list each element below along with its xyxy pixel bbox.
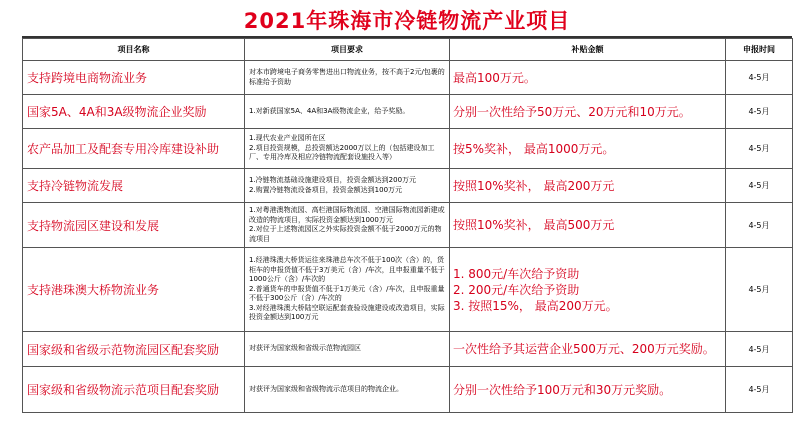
subsidy-cell xyxy=(450,367,726,413)
table-row xyxy=(23,332,793,367)
subsidy-line: 按5%奖补， 最高1000万元。 xyxy=(453,141,615,156)
requirement-line: 2.项目投资规模，总投资额达2000万以上的（包括建设加工厂、专用冷库及相应冷链物流配套设施投入等） xyxy=(249,143,435,162)
requirement-cell xyxy=(245,169,450,203)
project-name-cell: 农产品加工及配套专用冷库建设补助 xyxy=(23,129,245,169)
table-row xyxy=(23,61,793,95)
requirement-line: 1.对新获国家5A、4A和3A级物流企业，给予奖励。 xyxy=(249,106,410,115)
subsidy-line: 最高100万元。 xyxy=(453,70,536,85)
application-time-cell: 4-5月 xyxy=(726,367,793,413)
subsidy-line: 1. 800元/车次给予资助 xyxy=(453,266,580,281)
subsidy-line: 一次性给予其运营企业500万元、200万元奖励。 xyxy=(453,342,715,356)
requirement-line: 对本市跨境电子商务零售进出口物流业务，按不高于2元/包裹的标准给予资助 xyxy=(249,68,445,86)
subsidy-line: 2. 200元/车次给予资助 xyxy=(453,282,580,297)
requirement-line: 1.经港珠澳大桥货运往来珠港总车次不低于100次（含）的，货柜车的申报货值不低于3万美元（含）/车次，且申报重量不低于1000公斤（含）/车次的 xyxy=(249,256,445,284)
requirement-line: 对获评为国家级和省级示范物流园区 xyxy=(249,344,361,353)
application-time-cell: 4-5月 xyxy=(726,95,793,129)
application-time-cell: 4-5月 xyxy=(726,61,793,95)
requirement-line: 2.对位于上述物流园区之外实际投资金额不低于2000万元的物流项目 xyxy=(249,225,442,243)
requirement-cell xyxy=(245,129,450,169)
subsidy-line: 按照10%奖补， 最高500万元 xyxy=(453,218,615,232)
subsidy-cell xyxy=(450,61,726,95)
requirement-cell xyxy=(245,367,450,413)
application-time-cell: 4-5月 xyxy=(726,332,793,367)
subsidy-cell xyxy=(450,248,726,332)
requirement-line: 1.现代农业产业园所在区 xyxy=(249,134,326,143)
project-name-cell: 支持跨境电商物流业务 xyxy=(23,61,245,95)
subsidy-line: 分别一次性给予50万元、20万元和10万元。 xyxy=(453,104,691,119)
requirement-line: 3.对经港珠澳大桥陆空联运配套查验设施建设或改造项目，实际投资金额达到100万元 xyxy=(249,303,445,322)
header-time: 申报时间 xyxy=(726,39,793,61)
subsidy-cell xyxy=(450,203,726,248)
project-name-cell: 国家5A、4A和3A级物流企业奖励 xyxy=(23,95,245,129)
header-name: 项目名称 xyxy=(23,39,245,61)
table-row xyxy=(23,129,793,169)
subsidy-line: 按照10%奖补， 最高200万元 xyxy=(453,178,615,193)
requirement-cell xyxy=(245,203,450,248)
subsidy-line: 分别一次性给予100万元和30万元奖励。 xyxy=(453,382,672,397)
requirement-cell xyxy=(245,95,450,129)
subsidy-cell xyxy=(450,129,726,169)
sheet-title: 2021年珠海市冷链物流产业项目 xyxy=(22,6,792,38)
subsidy-line: 3. 按照15%， 最高200万元。 xyxy=(453,298,618,313)
requirement-line: 1.冷链物流基础设施建设项目，投资金额达到200万元 xyxy=(249,176,417,184)
header-row xyxy=(23,39,793,61)
header-subsidy: 补贴金额 xyxy=(450,39,726,61)
project-table xyxy=(22,38,793,413)
project-name-cell: 支持物流园区建设和发展 xyxy=(23,203,245,248)
requirement-line: 对获评为国家级和省级物流示范项目的物流企业。 xyxy=(249,384,403,393)
table-row xyxy=(23,367,793,413)
application-time-cell: 4-5月 xyxy=(726,248,793,332)
requirement-cell xyxy=(245,248,450,332)
requirement-cell xyxy=(245,61,450,95)
project-name-cell: 国家级和省级物流示范项目配套奖励 xyxy=(23,367,245,413)
application-time-cell: 4-5月 xyxy=(726,129,793,169)
table-row xyxy=(23,203,793,248)
requirement-line: 2.购置冷链物流设备项目，投资金额达到100万元 xyxy=(249,185,403,194)
requirement-line: 1.对粤港澳物流园、高栏港国际物流园、空港国际物流园新建或改造的物流项目，实际投资金额达到1000万元 xyxy=(249,206,445,224)
subsidy-cell xyxy=(450,332,726,367)
project-name-cell: 支持港珠澳大桥物流业务 xyxy=(23,248,245,332)
requirement-line: 2.普通货车的申报货值不低于1万美元（含）/车次，且申报重量不低于300公斤（含）/车次的 xyxy=(249,284,445,303)
table-body xyxy=(23,61,793,413)
project-name-cell: 国家级和省级示范物流园区配套奖励 xyxy=(23,332,245,367)
table-row xyxy=(23,169,793,203)
subsidy-cell xyxy=(450,169,726,203)
application-time-cell: 4-5月 xyxy=(726,169,793,203)
table-row xyxy=(23,248,793,332)
header-requirement: 项目要求 xyxy=(245,39,450,61)
table-row xyxy=(23,95,793,129)
requirement-cell xyxy=(245,332,450,367)
application-time-cell: 4-5月 xyxy=(726,203,793,248)
subsidy-cell xyxy=(450,95,726,129)
project-name-cell: 支持冷链物流发展 xyxy=(23,169,245,203)
